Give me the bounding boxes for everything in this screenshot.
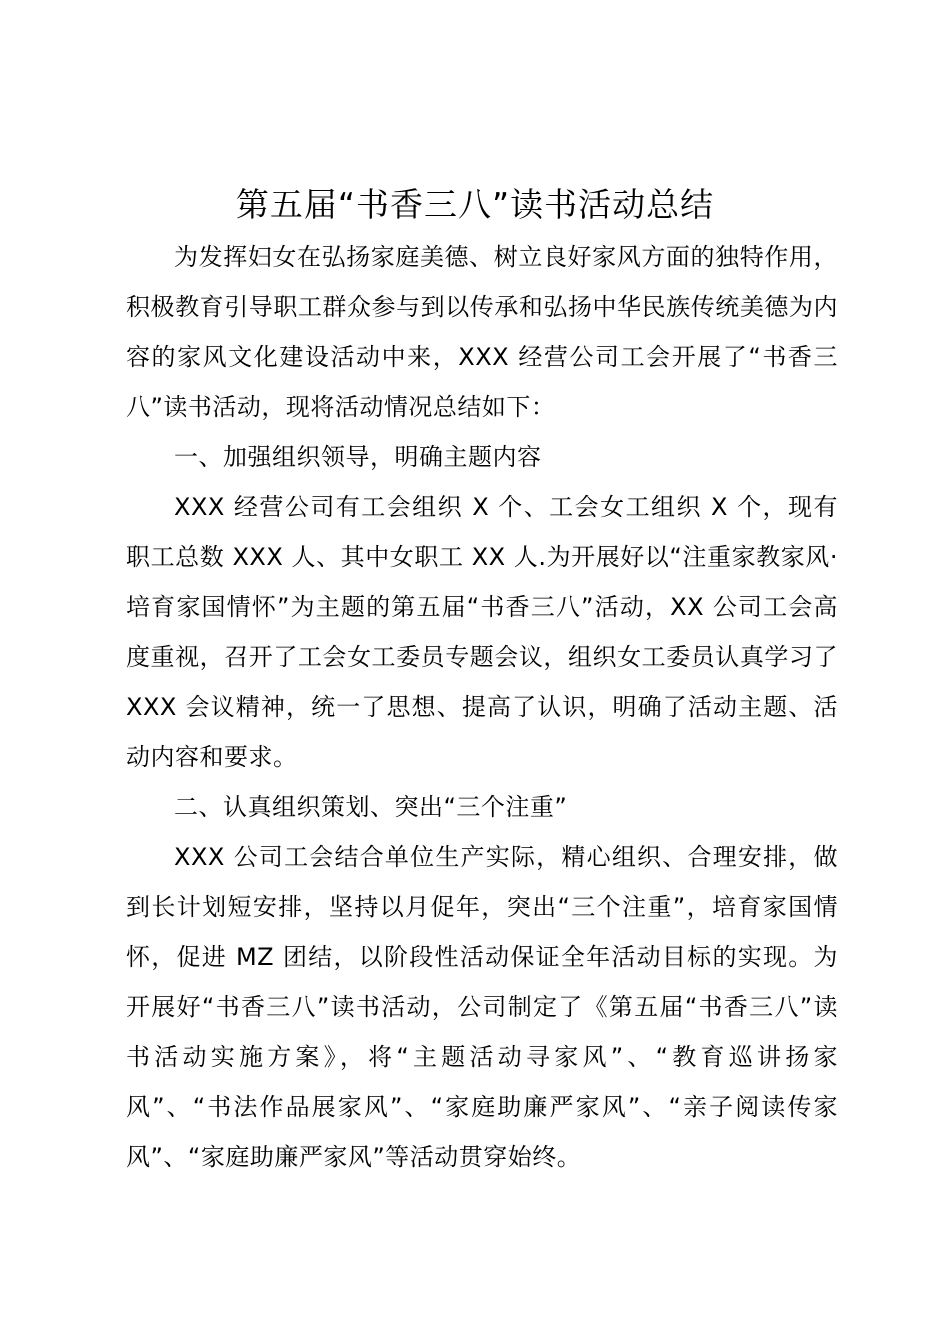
document-body bbox=[126, 232, 838, 1182]
section-1-paragraph: XXX 经营公司有工会组织 X 个、工会女工组织 X 个，现有职工总数 XXX 人、其中女职工 XX 人.为开展好以“注重家教家风·培育家国情怀”为主题的第五届“书香三八”活动，XX 公司工会高度重视，召开了工会女工委员专题会议，组织女工委员认真学习了 XXX 会议精神，统一了思想、提高了认识，明确了活动主题、活动内容和要求。 bbox=[126, 493, 838, 771]
section-heading-2: 二、认真组织策划、突出“三个注重” bbox=[174, 793, 568, 821]
document-title: 第五届“书香三八”读书活动总结 bbox=[235, 185, 715, 224]
intro-paragraph: 为发挥妇女在弘扬家庭美德、树立良好家风方面的独特作用，积极教育引导职工群众参与到以传承和弘扬中华民族传统美德为内容的家风文化建设活动中来，XXX 经营公司工会开展了“书香三八”读书活动，现将活动情况总结如下： bbox=[126, 243, 838, 421]
section-heading-1: 一、加强组织领导，明确主题内容 bbox=[174, 443, 542, 471]
section-2-paragraph: XXX 公司工会结合单位生产实际，精心组织、合理安排，做到长计划短安排，坚持以月促年，突出“三个注重”，培育家国情怀，促进 MZ 团结，以阶段性活动保证全年活动目标的实现。为开展好“书香三八”读书活动，公司制定了《第五届“书香三八”读书活动实施方案》，将“主题活动寻家风”、“教育巡讲扬家风”、“书法作品展家风”、“家庭助廉严家风”、“亲子阅读传家风”、“家庭助廉严家风”等活动贯穿始终。 bbox=[126, 843, 838, 1171]
